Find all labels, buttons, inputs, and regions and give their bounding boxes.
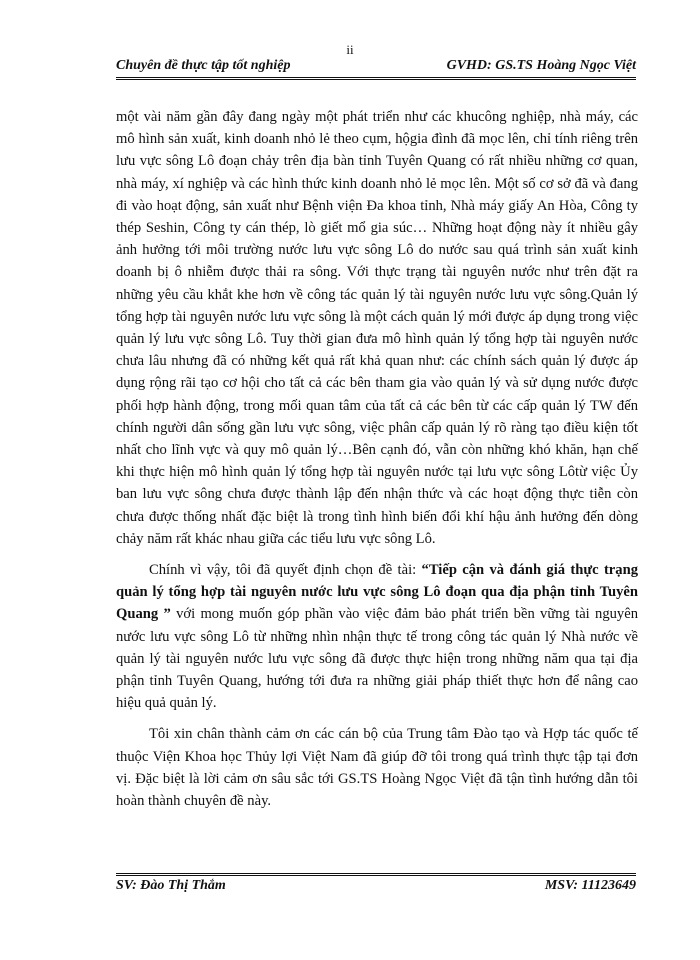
header-title: Chuyên đề thực tập tốt nghiệp	[116, 58, 291, 73]
paragraph-continuation: một vài năm gần đây đang ngày một phát triển như các khucông nghiệp, nhà máy, các mô hình sản xuất, kinh doanh nhỏ lẻ theo cụm, hộgia đình đã mọc lên, chỉ tính riêng trên lưu vực sông Lô đoạn chảy trên địa bàn tỉnh Tuyên Quang có rất nhiều những cơ quan, nhà máy, xí nghiệp và các hình thức kinh doanh nhỏ lẻ mọc lên. Một số cơ sở đã và đang đi vào hoạt động, sản xuất như Bệnh viện Đa khoa tỉnh, Nhà máy giấy An Hòa, Công ty thép Seshin, Công ty cán thép, lò giết mổ gia súc… Những hoạt động này ít nhiều gây ảnh hưởng tới môi trường nước lưu vực sông Lô do nước sau quá trình sản xuất kinh doanh bị ô nhiễm được thải ra sông. Với thực trạng tài nguyên nước như trên đặt ra những yêu cầu khắt khe hơn về công tác quản lý tài nguyên nước lưu vực sông.Quản lý tổng hợp tài nguyên nước lưu vực sông là một cách quản lý mới được áp dụng trong việc quản lý lưu vực sông Lô. Tuy thời gian đưa mô hình quản lý tổng hợp tài nguyên nước chưa lâu nhưng đã có những kết quả rất khả quan như: các chính sách quản lý được áp dụng rộng rãi tạo cơ hội cho tất cả các bên tham gia vào quản lý và sử dụng nước được phối hợp hành động, trong mối quan tâm của tất cả các bên từ các cấp quản lý TW đến chính người dân sống gần lưu vực sông, việc phân cấp quản lý rõ ràng tạo điều kiện tốt nhất cho lĩnh vực và quy mô quản lý…Bên cạnh đó, vẫn còn những khó khăn, hạn chế khi thực hiện mô hình quản lý tổng hợp tài nguyên nước tại lưu vực sông Lôtừ việc Ủy ban lưu vực sông chưa được thành lập đến nhận thức và các hoạt động thực tiễn còn chưa được thống nhất đặc biệt là trong tình hình biến đổi khí hậu ảnh hưởng đến dòng chảy năm rất khác nhau giữa các tiểu lưu vực sông Lô.	[116, 109, 638, 547]
topic-purpose: với mong muốn góp phần vào việc đảm bảo phát triển bền vững tài nguyên nước lưu vực sông Lô từ những nhìn nhận thực tế trong công tác quản lý Nhà nước về quản lý tài nguyên nước lưu vực sông đã được thực hiện trong những năm qua tại địa phận tỉnh Tuyên Quang, hướng tới đưa ra những giải pháp thiết thực hơn để nâng cao hiệu quả quản lý.	[116, 606, 638, 712]
page-number: ii	[346, 42, 354, 57]
footer-student-id: MSV: 11123649	[544, 878, 636, 893]
footer-student: SV: Đào Thị Thắm	[116, 878, 226, 893]
paragraph-topic	[116, 559, 638, 714]
page-header	[116, 58, 636, 80]
header-advisor: GVHD: GS.TS Hoàng Ngọc Việt	[446, 58, 636, 73]
page-footer	[116, 873, 636, 894]
topic-intro: Chính vì vậy, tôi đã quyết định chọn đề tài:	[149, 562, 422, 579]
paragraph-acknowledgement: Tôi xin chân thành cảm ơn các cán bộ của Trung tâm Đào tạo và Hợp tác quốc tế thuộc Viện Khoa học Thủy lợi Việt Nam đã giúp đỡ tôi trong quá trình thực tập tại đơn vị. Đặc biệt là lời cảm ơn sâu sắc tới GS.TS Hoàng Ngọc Việt đã tận tình hướng dẫn tôi hoàn thành chuyên đề này.	[116, 726, 638, 810]
document-body	[116, 106, 638, 821]
topic-title: “Tiếp cận và đánh giá thực trạng quản lý tổng hợp tài nguyên nước lưu vực sông Lô đoạn qua địa phận tỉnh Tuyên Quang ”	[116, 562, 638, 623]
